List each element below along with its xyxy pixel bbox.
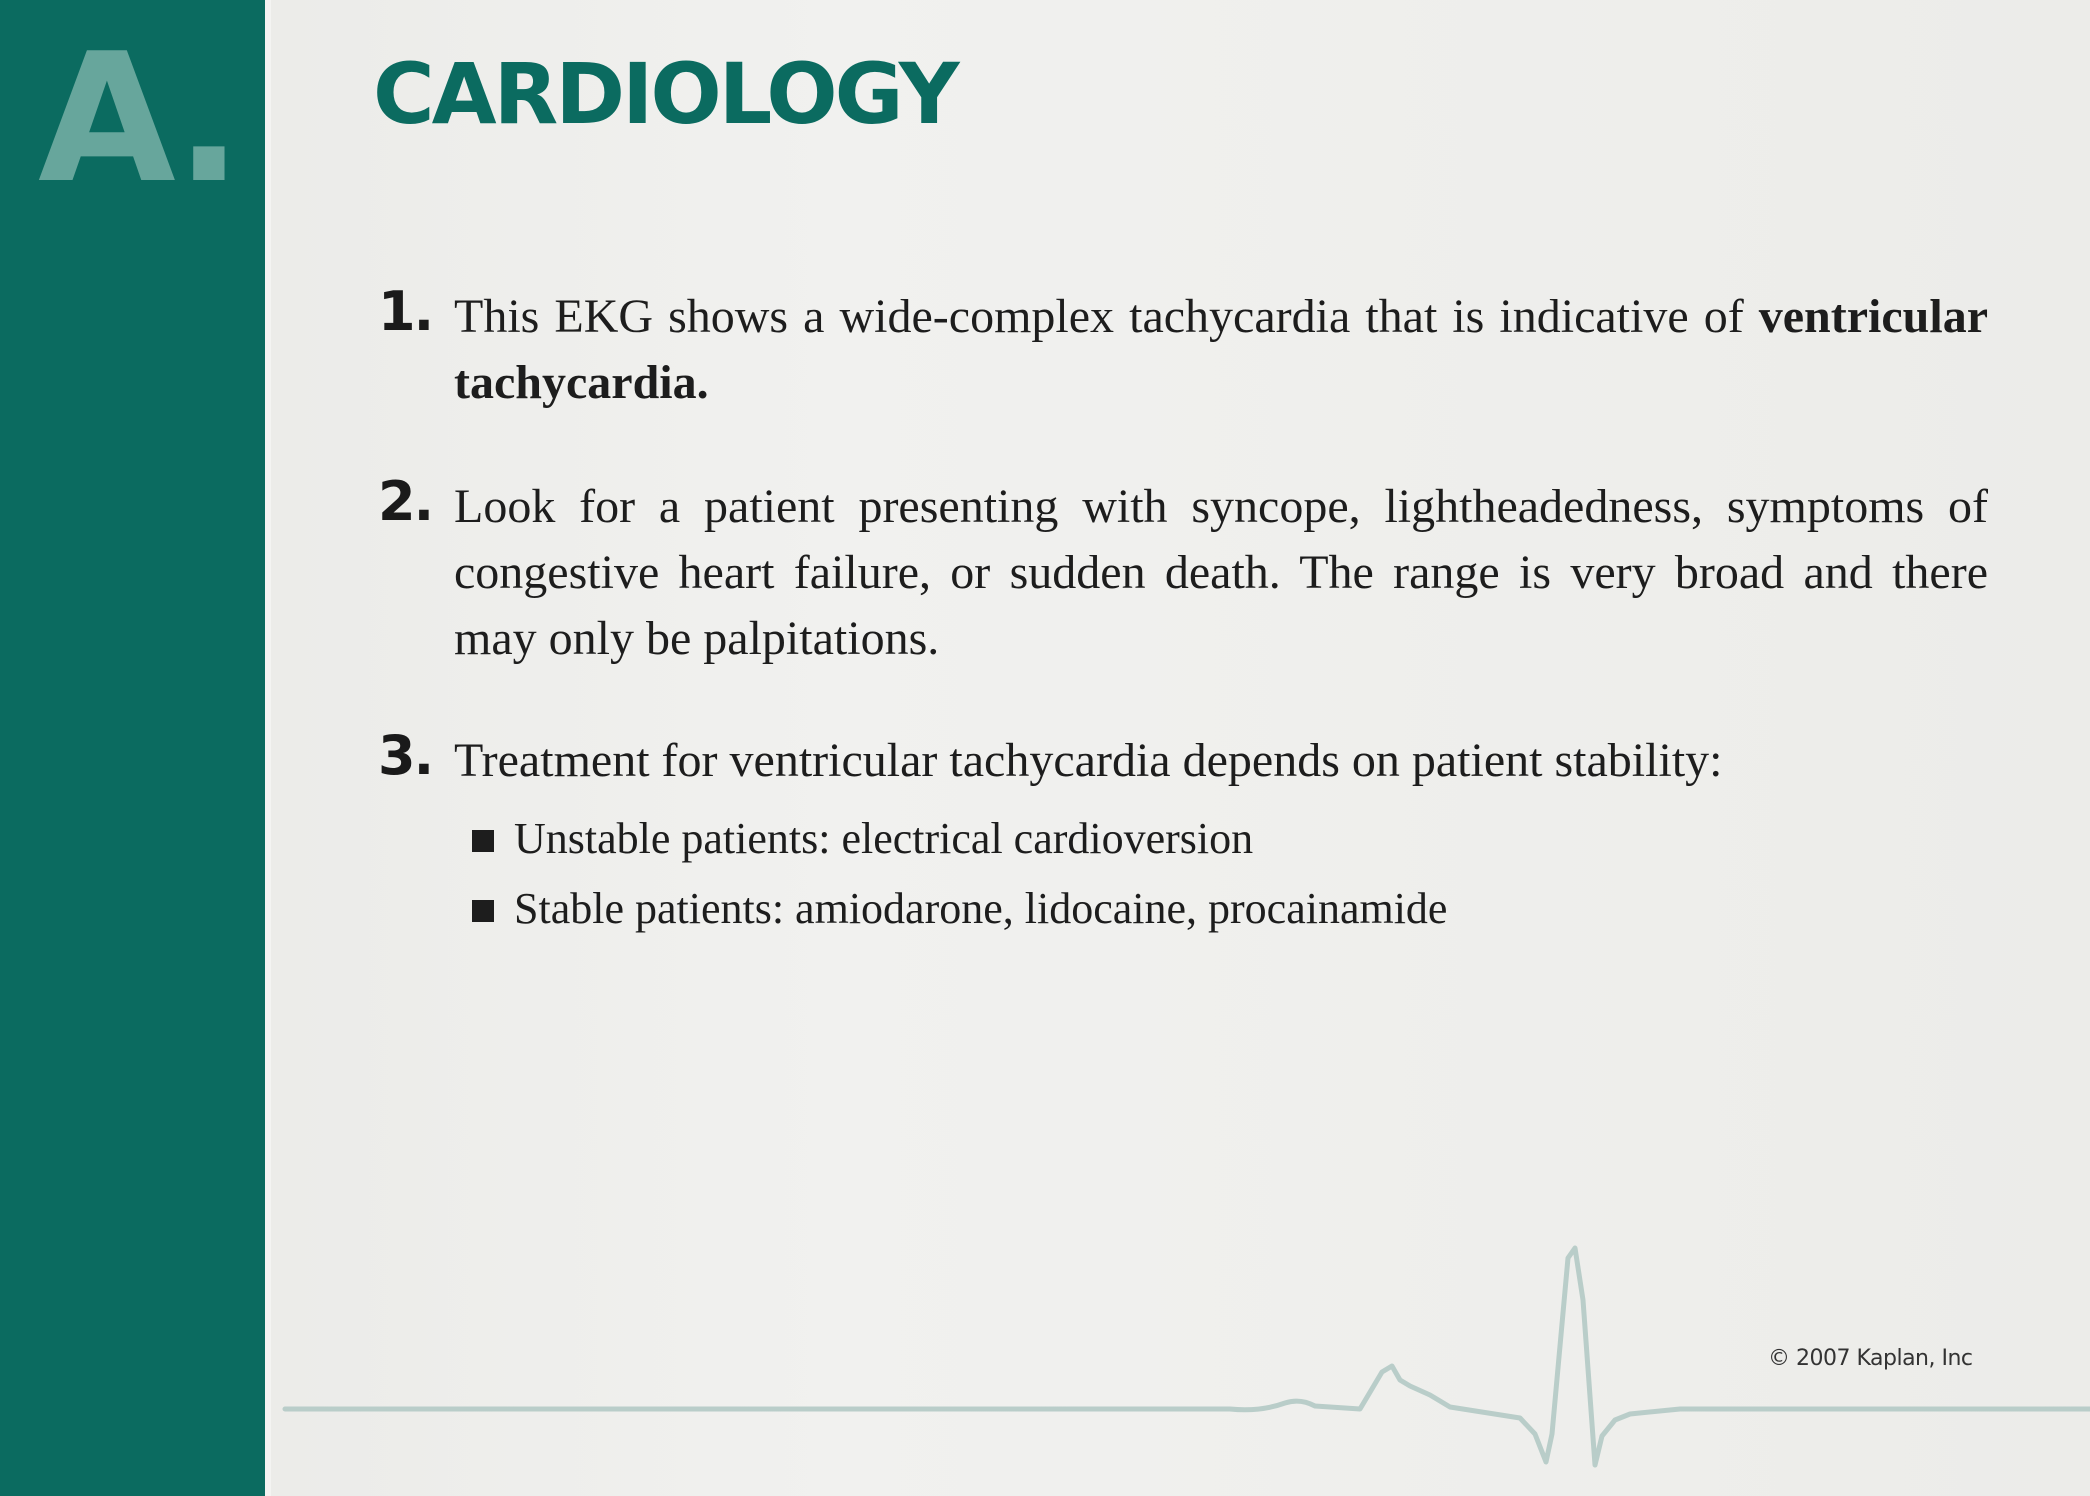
item-text-plain: This EKG shows a wide-complex tachycardia that is indicative of xyxy=(454,290,1759,343)
page-title: CARDIOLOGY xyxy=(373,45,957,143)
section-letter: A. xyxy=(38,15,239,222)
bullet-text: Unstable patients: electrical cardioversion xyxy=(514,814,1254,863)
item-number: 1. xyxy=(378,280,433,343)
item-number: 3. xyxy=(378,724,433,787)
item-text: Look for a patient presenting with syncope, lightheadedness, symptoms of congestive heart failure, or sudden death. The range is very broad and there may only be palpitations. xyxy=(454,480,1988,665)
item-number: 2. xyxy=(378,470,433,533)
bullet-text: Stable patients: amiodarone, lidocaine, procainamide xyxy=(514,884,1448,933)
item-text-bold: ventricular tachycardia. xyxy=(454,290,1988,409)
item-text: Treatment for ventricular tachycardia depends on patient stability: xyxy=(454,734,1723,787)
copyright-notice: © 2007 Kaplan, Inc xyxy=(1768,1346,1973,1371)
